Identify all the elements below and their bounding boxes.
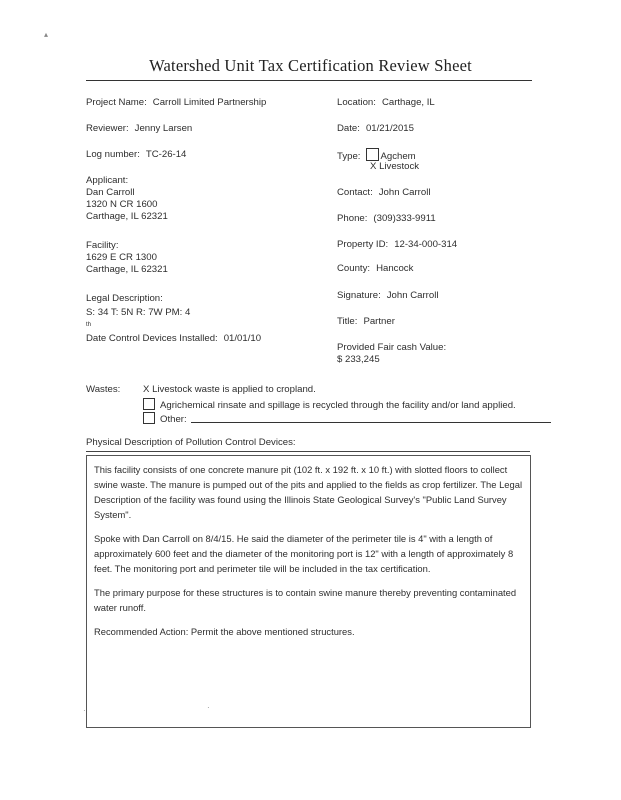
page-title: Watershed Unit Tax Certification Review Sheet	[149, 56, 472, 75]
agchem-option-label: Agchem	[380, 151, 416, 162]
facility-block	[86, 240, 168, 276]
description-paragraph-1: This facility consists of one concrete manure pit (102 ft. x 192 ft. x 10 ft.) with slotted floors to collect swine waste. The manure is pumped out of the pits and applied to the fields as crop fertilizer. The Legal Description of the facility was found using the Illinois State Geological Survey's "Public Land Survey System".	[94, 464, 523, 520]
other-checkbox[interactable]	[143, 412, 155, 424]
title-value: Partner	[363, 316, 395, 327]
contact-field	[337, 187, 430, 199]
devices-installed-value: 01/01/10	[223, 333, 262, 344]
phone-value: (309)333-9911	[373, 213, 436, 224]
signature-field	[337, 290, 438, 302]
facility-city: Carthage, IL 62321	[86, 264, 168, 275]
applicant-street: 1320 N CR 1600	[86, 199, 158, 210]
date-value: 01/21/2015	[365, 123, 414, 134]
type-label: Type:	[337, 151, 361, 162]
log-number-field	[86, 149, 186, 161]
legal-description-value: S: 34 T: 5N R: 7W PM: 4	[86, 307, 191, 318]
date-field	[337, 123, 414, 135]
other-blank-line[interactable]	[191, 413, 551, 423]
fair-cash-block	[337, 342, 446, 366]
title-label: Title:	[337, 316, 358, 327]
agchem-checkbox[interactable]	[366, 148, 379, 161]
physical-description-box	[86, 455, 531, 728]
facility-label: Facility:	[86, 240, 119, 251]
applicant-label: Applicant:	[86, 175, 129, 186]
reviewer-label: Reviewer:	[86, 123, 129, 134]
facility-street: 1629 E CR 1300	[86, 252, 157, 263]
wastes-option-livestock: X Livestock waste is applied to cropland.	[143, 384, 316, 395]
log-number-value: TC-26-14	[145, 149, 187, 160]
legal-description-block	[86, 293, 190, 334]
legal-description-suffix: th	[86, 322, 92, 328]
phone-field	[337, 213, 436, 225]
date-label: Date:	[337, 123, 360, 134]
project-name-label: Project Name:	[86, 97, 147, 108]
county-label: County:	[337, 263, 371, 274]
agrichemical-checkbox[interactable]	[143, 398, 155, 410]
other-option-label: Other:	[160, 414, 187, 425]
location-label: Location:	[337, 97, 376, 108]
property-id-label: Property ID:	[337, 239, 389, 250]
applicant-city: Carthage, IL 62321	[86, 211, 168, 222]
wastes-label: Wastes:	[86, 384, 121, 395]
contact-value: John Carroll	[378, 187, 431, 198]
livestock-option	[370, 161, 419, 173]
description-paragraph-3: The primary purpose for these structures is to contain swine manure thereby preventing contaminated water runoff.	[94, 587, 517, 613]
fair-cash-value: $ 233,245	[337, 354, 380, 365]
county-value: Hancock	[376, 263, 414, 274]
livestock-option-label: X Livestock	[370, 161, 420, 172]
county-field	[337, 263, 413, 275]
project-name-field	[86, 97, 266, 109]
physical-heading-rule	[86, 451, 530, 452]
applicant-name: Dan Carroll	[86, 187, 135, 198]
description-paragraph-4: Recommended Action: Permit the above mentioned structures.	[94, 626, 355, 637]
devices-installed-label: Date Control Devices Installed:	[86, 333, 218, 344]
signature-value: John Carroll	[386, 290, 439, 301]
physical-description-heading: Physical Description of Pollution Control Devices:	[86, 437, 296, 448]
project-name-value: Carroll Limited Partnership	[152, 97, 267, 108]
property-id-value: 12-34-000-314	[394, 239, 458, 250]
applicant-block	[86, 175, 168, 223]
title-field	[337, 316, 395, 328]
wastes-option-agrichemical	[143, 398, 516, 412]
location-value: Carthage, IL	[381, 97, 435, 108]
reviewer-value: Jenny Larsen	[134, 123, 193, 134]
scan-dot: ·	[83, 706, 86, 715]
location-field	[337, 97, 435, 109]
title-underline	[86, 80, 532, 81]
description-paragraph-2: Spoke with Dan Carroll on 8/4/15. He said the diameter of the perimeter tile is 4" with a length of approximately 600 feet and the diameter of the monitoring port is 12" with a length of approximately 8 feet. The monitoring port and perimeter tile will be included in the tax certification.	[94, 533, 514, 574]
phone-label: Phone:	[337, 213, 368, 224]
agrichemical-option-label: Agrichemical rinsate and spillage is recycled through the facility and/or land applied.	[160, 400, 516, 411]
legal-description-label: Legal Description:	[86, 293, 163, 304]
property-id-field	[337, 239, 457, 251]
signature-label: Signature:	[337, 290, 381, 301]
devices-installed-field	[86, 333, 261, 345]
scan-dot-2: ·	[207, 703, 210, 712]
log-number-label: Log number:	[86, 149, 140, 160]
fair-cash-label: Provided Fair cash Value:	[337, 342, 447, 353]
contact-label: Contact:	[337, 187, 373, 198]
reviewer-field	[86, 123, 192, 135]
wastes-option-other	[143, 412, 551, 426]
scan-mark: ▴	[44, 30, 49, 39]
